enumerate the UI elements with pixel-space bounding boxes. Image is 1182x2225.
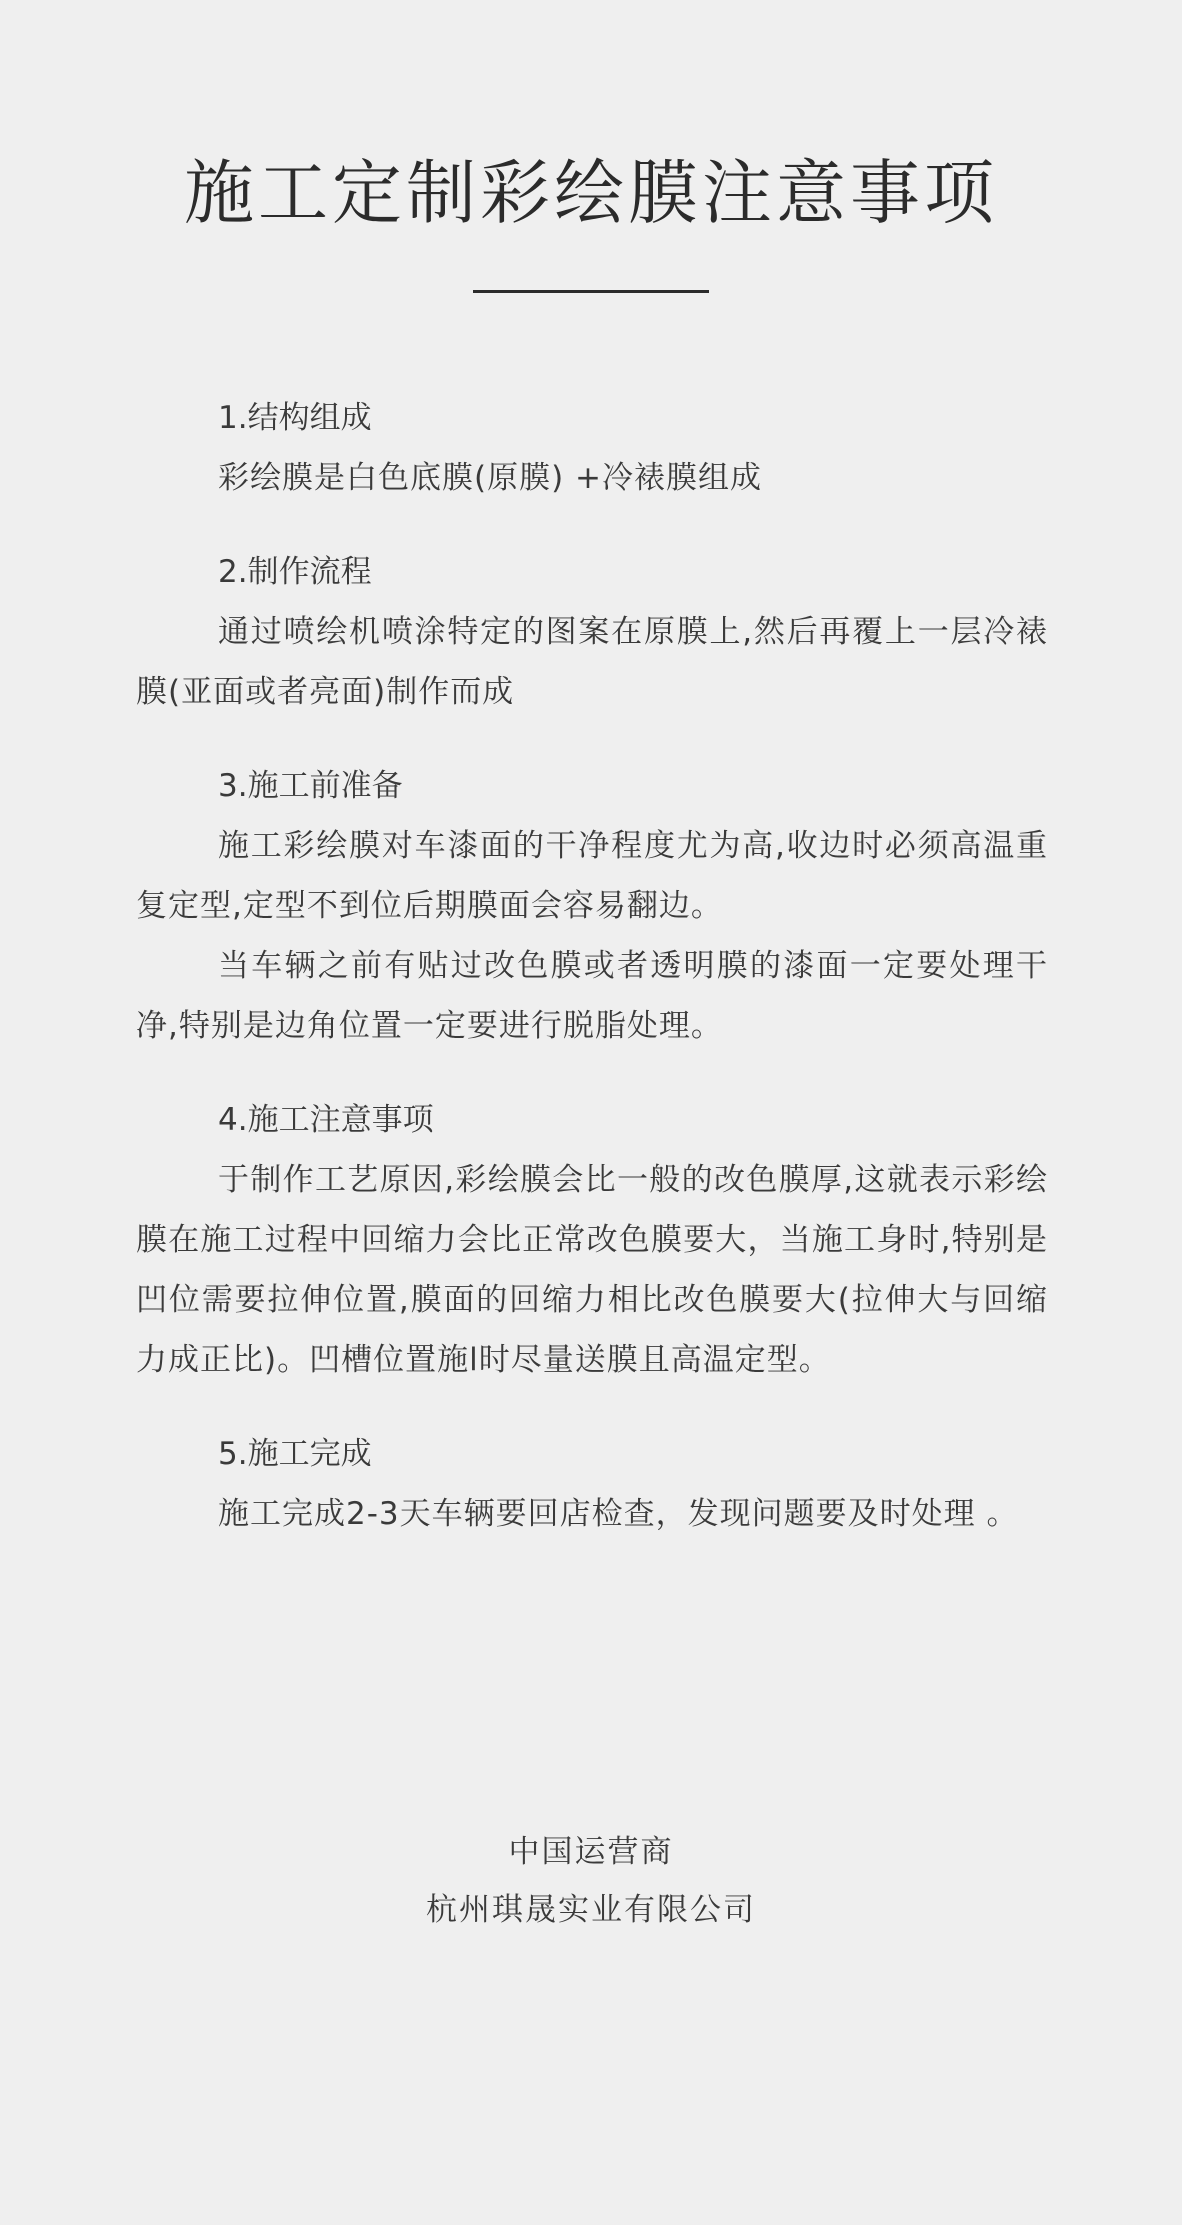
page-title: 施工定制彩绘膜注意事项 — [184, 152, 998, 234]
section-paragraph: 彩绘膜是白色底膜(原膜) +冷裱膜组成 — [218, 460, 763, 496]
section-paragraph: 施工彩绘膜对车漆面的干净程度尤为高,收边时必须高温重复定型,定型不到位后期膜面会容易翻边。 — [136, 828, 1048, 924]
section-heading: 1.结构组成 — [218, 400, 372, 436]
section-structure — [136, 388, 1048, 508]
section-heading: 3.施工前准备 — [218, 768, 403, 804]
footer-operator-label: 中国运营商 — [508, 1834, 674, 1870]
section-completion — [136, 1424, 1048, 1544]
footer-company-name: 杭州琪晟实业有限公司 — [426, 1892, 756, 1928]
section-preparation — [136, 756, 1048, 1056]
section-precautions — [136, 1090, 1048, 1390]
content-body — [136, 388, 1048, 1578]
section-paragraph: 施工完成2-3天车辆要回店检查，发现问题要及时处理 。 — [218, 1496, 1019, 1532]
footer — [0, 1828, 1182, 1944]
section-heading: 4.施工注意事项 — [218, 1102, 434, 1138]
section-paragraph: 当车辆之前有贴过改色膜或者透明膜的漆面一定要处理干净,特别是边角位置一定要进行脱脂处理。 — [136, 948, 1048, 1044]
section-process — [136, 542, 1048, 722]
section-heading: 2.制作流程 — [218, 554, 372, 590]
section-heading: 5.施工完成 — [218, 1436, 372, 1472]
section-paragraph: 通过喷绘机喷涂特定的图案在原膜上,然后再覆上一层冷裱膜(亚面或者亮面)制作而成 — [136, 614, 1048, 710]
section-paragraph: 于制作工艺原因,彩绘膜会比一般的改色膜厚,这就表示彩绘膜在施工过程中回缩力会比正常改色膜要大，当施工身时,特别是凹位需要拉伸位置,膜面的回缩力相比改色膜要大(拉伸大与回缩力成正比)。凹槽位置施l时尽量送膜且高温定型。 — [136, 1162, 1048, 1378]
title-divider — [473, 290, 709, 293]
